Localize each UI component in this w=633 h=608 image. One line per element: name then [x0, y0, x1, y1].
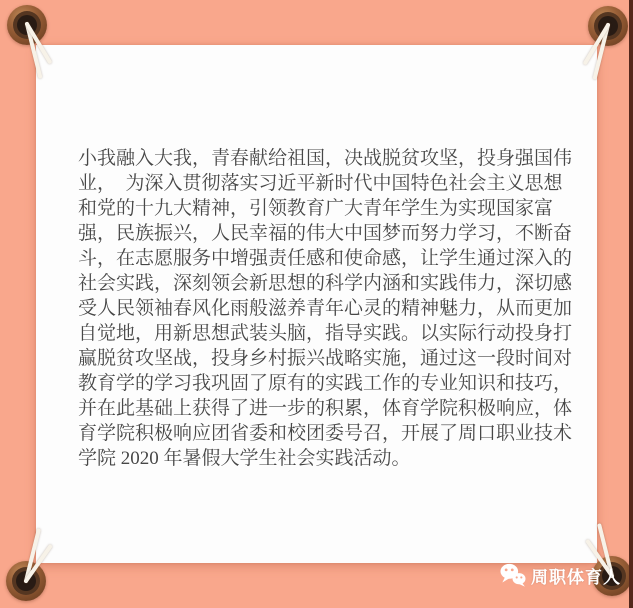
right-edge-shadow [629, 0, 633, 608]
watermark-label: 周职体育人 [531, 567, 621, 587]
essay-text: 小我融入大我，青春献给祖国，决战脱贫攻坚，投身强国伟业， 为深入贯彻落实习近平新时代中国特色社会主义思想和党的十九大精神，引领教育广大青年学生为实现国家富强，民族振兴，人民幸福的伟大中国梦而努力学习，不断奋斗，在志愿服务中增强责任感和使命感，让学生通过深入的社会实践，深刻领会新思想的科学内涵和实践伟力，深切感受人民领袖春风化雨般滋养青年心灵的精神魅力，从而更加自觉地，用新思想武装头脑，指导实践。以实际行动投身打赢脱贫攻坚战，投身乡村振兴战略实施，通过这一段时间对教育学的学习我巩固了原有的实践工作的专业知识和技巧，并在此基础上获得了进一步的积累，体育学院积极响应，体育学院积极响应团省委和校团委号召，开展了周口职业技术学院 2020 年暑假大学生社会实践活动。 [78, 148, 573, 469]
wechat-watermark [500, 562, 621, 588]
paper-note [36, 45, 597, 563]
wechat-icon [500, 563, 526, 588]
